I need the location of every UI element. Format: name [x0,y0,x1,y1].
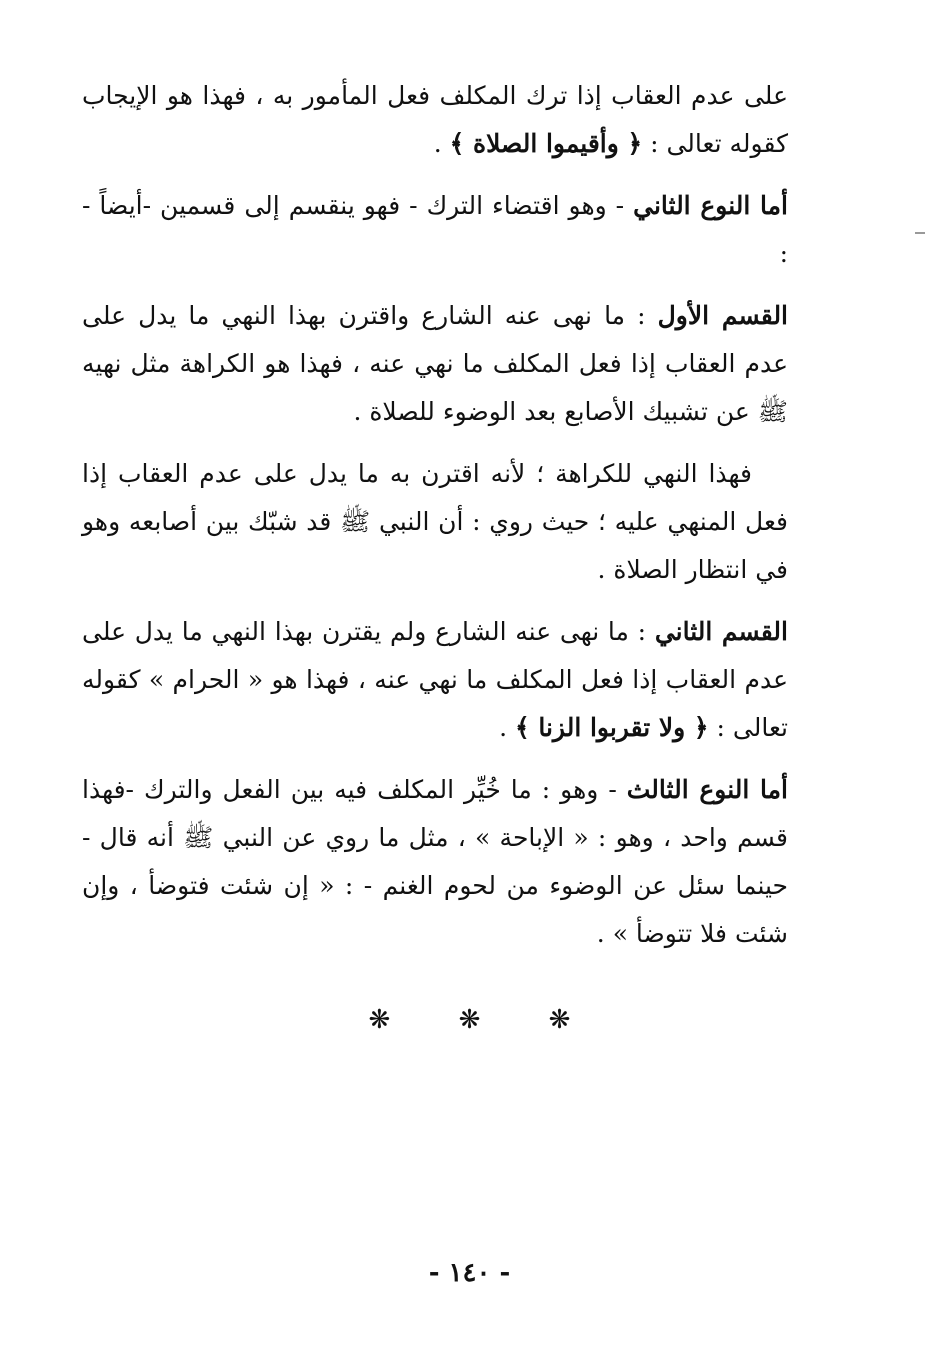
ornament-icon: ❋ [548,1005,571,1035]
text-span: - وهو : ما خُيِّر المكلف فيه بين الفعل والترك -فهذا قسم واحد ، وهو : « الإباحة » ، مثل ما روي عن النبي ﷺ أنه قال - حينما سئل عن الوضوء من لحوم الغنم - : « إن شئت فتوضأ ، وإن شئت فلا تتوضأ » . [82,775,788,948]
text-span: فهذا النهي للكراهة ؛ لأنه اقترن به ما يدل على عدم العقاب إذا فعل المنهي عليه ؛ حيث روي : أن النبي ﷺ قد شبّك بين أصابعه وهو في انتظار الصلاة . [82,459,788,584]
margin-mark [915,232,925,234]
section-heading: أما النوع الثاني [633,191,788,220]
paragraph-1 [82,72,788,168]
text-span: على عدم العقاب إذا ترك المكلف فعل المأمور به ، فهذا هو الإيجاب كقوله تعالى : [82,81,788,158]
text-span: : ما نهى عنه الشارع واقترن بهذا النهي ما يدل على عدم العقاب إذا فعل المكلف ما نهي عنه ، فهذا هو الكراهة مثل نهيه ﷺ عن تشبيك الأصابع بعد الوضوء للصلاة . [82,301,788,426]
section-divider [0,1005,939,1035]
paragraph-6 [82,766,788,958]
text-span: . [499,713,515,742]
section-heading: القسم الأول [657,301,789,330]
section-heading: أما النوع الثالث [626,775,788,804]
text-span: . [433,129,450,158]
text-span: : ما نهى عنه الشارع ولم يقترن بهذا النهي ما يدل على عدم العقاب إذا فعل المكلف ما نهي عنه ، فهذا هو « الحرام » كقوله تعالى : [82,617,788,742]
quran-verse: ﴿ وأقيموا الصلاة ﴾ [449,129,643,158]
paragraph-3 [82,292,788,436]
paragraph-2 [82,182,788,278]
paragraph-4 [82,450,788,594]
paragraph-5 [82,608,788,752]
ornament-icon: ❋ [458,1005,481,1035]
text-span: - وهو اقتضاء الترك - فهو ينقسم إلى قسمين -أيضاً - : [82,191,788,268]
ornament-icon: ❋ [368,1005,391,1035]
quran-verse: ﴿ ولا تقربوا الزنا ﴾ [514,713,709,742]
section-heading: القسم الثاني [654,617,788,646]
page-body [82,72,788,972]
page-number: - ١٤٠ - [428,1258,511,1288]
